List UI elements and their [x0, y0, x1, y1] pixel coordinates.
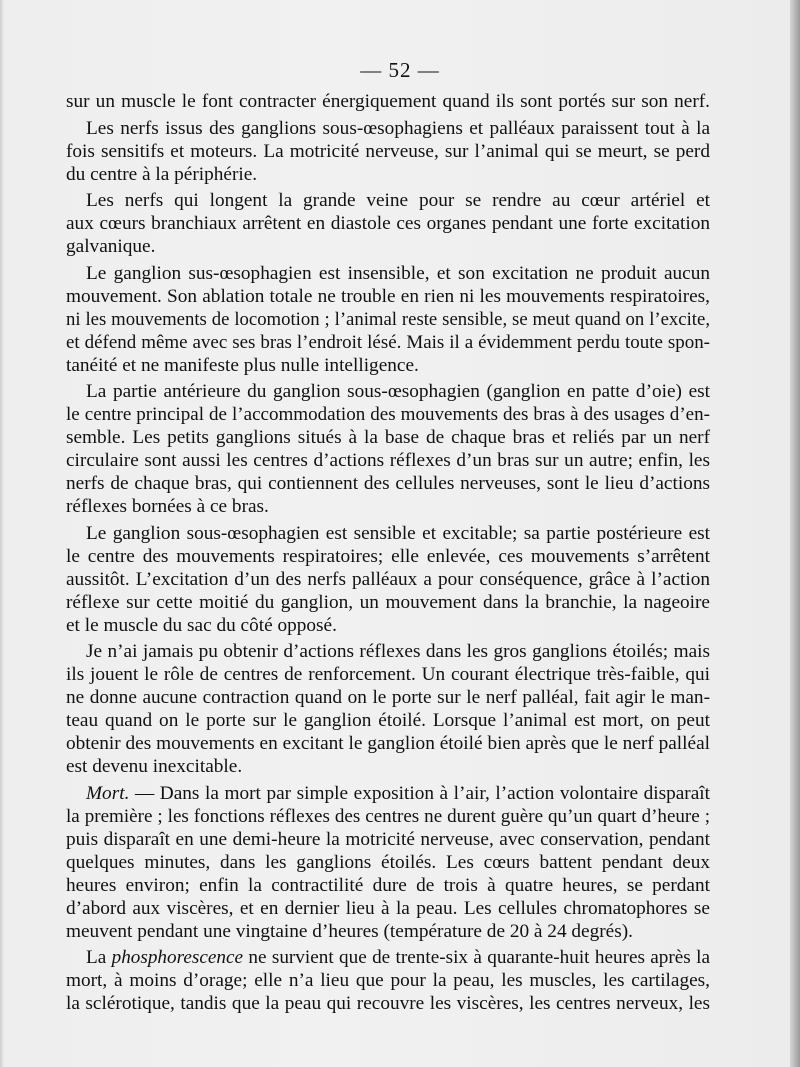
- text-run: La: [86, 947, 112, 968]
- text-line: ne donne aucune contraction quand on le porte sur le nerf palléal, fait agir le man-: [66, 687, 710, 708]
- text-line: réflexes bornées à ce bras.: [66, 496, 269, 517]
- text-line: obtenir des mouvements en excitant le ganglion étoilé bien après que le nerf palléal: [66, 733, 710, 754]
- text-line: puis disparaît en une demi-heure la motricité nerveuse, avec conservation, pendant: [66, 828, 710, 850]
- text-line: réflexe sur cette moitié du ganglion, un mouvement dans la branchie, la nageoire: [66, 591, 710, 613]
- paragraph: [66, 262, 710, 377]
- text-line: heures environ; enfin la contractilité dure de trois à quatre heures, se perdant: [66, 874, 710, 896]
- italic-heading: Mort.: [86, 782, 130, 804]
- text-line: est devenu inexcitable.: [66, 756, 243, 777]
- text-line: d’abord aux viscères, et en dernier lieu à la peau. Les cellules chromatophores se: [66, 897, 710, 919]
- text-line: la première ; les fonctions réflexes des centres ne durent guère qu’un quart d’heure ;: [66, 805, 710, 827]
- text-line: nerfs de chaque bras, qui contiennent des cellules nerveuses, sont le lieu d’actions: [66, 473, 710, 494]
- text-line: aussitôt. L’excitation d’un des nerfs palléaux a pour conséquence, grâce à l’action: [66, 568, 710, 590]
- text-line: Les nerfs qui longent la grande veine pour se rendre au cœur artériel et: [86, 190, 710, 211]
- text-line: mouvement. Son ablation totale ne trouble en rien ni les mouvements respiratoires,: [66, 285, 710, 307]
- page-binding-shadow: [790, 0, 800, 1067]
- text-line: et le muscle du sac du côté opposé.: [66, 614, 337, 636]
- paragraph: [66, 946, 710, 1015]
- page-number: — 52 —: [360, 58, 440, 82]
- text-line: Les nerfs issus des ganglions sous-œsophagiens et palléaux paraissent tout à la: [86, 117, 710, 139]
- text-line: ils jouent le rôle de centres de renforcement. Un courant électrique très-faible, qui: [66, 664, 710, 685]
- text-line: semble. Les petits ganglions situés à la base de chaque bras et reliés par un nerf: [66, 427, 710, 448]
- paragraph: [66, 189, 710, 258]
- paragraph: [66, 640, 710, 778]
- text-line: [66, 782, 710, 805]
- text-line: fois sensitifs et moteurs. La motricité nerveuse, sur l’animal qui se meurt, se perd: [66, 140, 710, 162]
- paragraph: [66, 380, 710, 518]
- text-line: du centre à la périphérie.: [66, 163, 258, 185]
- body-text: [66, 90, 710, 1015]
- text-line: teau quand on le porte sur le ganglion étoilé. Lorsque l’animal est mort, on peut: [66, 710, 710, 731]
- text-line: ni les mouvements de locomotion ; l’animal reste sensible, se meut quand on l’excite,: [66, 308, 710, 330]
- text-line: aux cœurs branchiaux arrêtent en diastole ces organes pendant une forte excitation: [66, 213, 710, 234]
- text-line: quelques minutes, dans les ganglions étoilés. Les cœurs battent pendant deux: [66, 851, 710, 873]
- text-line: La partie antérieure du ganglion sous-œsophagien (ganglion en patte d’oie) est: [86, 381, 710, 402]
- text-line: [66, 946, 710, 969]
- page-left-edge: [0, 0, 4, 1067]
- text-line: et défend même avec ses bras l’endroit lésé. Mais il a évidemment perdu toute spon-: [66, 331, 710, 353]
- text-line: le centre des mouvements respiratoires; elle enlevée, ces mouvements s’arrêtent: [66, 545, 710, 567]
- text-line: meuvent pendant une vingtaine d’heures (température de 20 à 24 degrés).: [66, 920, 633, 942]
- text-line: galvanique.: [66, 236, 156, 257]
- text-line: mort, à moins d’orage; elle n’a lieu que pour la peau, les muscles, les cartilages,: [66, 970, 710, 991]
- text-line: circulaire sont aussi les centres d’actions réflexes d’un bras sur un autre; enfin, les: [66, 450, 710, 471]
- text-run: ne survient que de trente-six à quarante-huit heures après la: [243, 947, 710, 968]
- text-line: Je n’ai jamais pu obtenir d’actions réflexes dans les gros ganglions étoilés; mais: [86, 641, 710, 662]
- paragraph: [66, 782, 710, 943]
- text-line: la sclérotique, tandis que la peau qui recouvre les viscères, les centres nerveux, les: [66, 993, 710, 1014]
- text-line: Le ganglion sus-œsophagien est insensible, et son excitation ne produit aucun: [86, 262, 710, 284]
- italic-term: phosphorescence: [111, 947, 244, 968]
- paragraph: [66, 117, 710, 186]
- paragraph: [66, 522, 710, 637]
- text-run: — Dans la mort par simple exposition à l’air, l’action volontaire disparaît: [129, 782, 710, 804]
- text-line: sur un muscle le font contracter énergiquement quand ils sont portés sur son nerf.: [66, 91, 710, 112]
- paragraph: [66, 90, 710, 113]
- text-line: Le ganglion sous-œsophagien est sensible et excitable; sa partie postérieure est: [86, 522, 710, 544]
- text-line: le centre principal de l’accommodation des mouvements des bras à des usages d’en-: [66, 404, 710, 425]
- text-line: tanéité et ne manifeste plus nulle intelligence.: [66, 354, 419, 376]
